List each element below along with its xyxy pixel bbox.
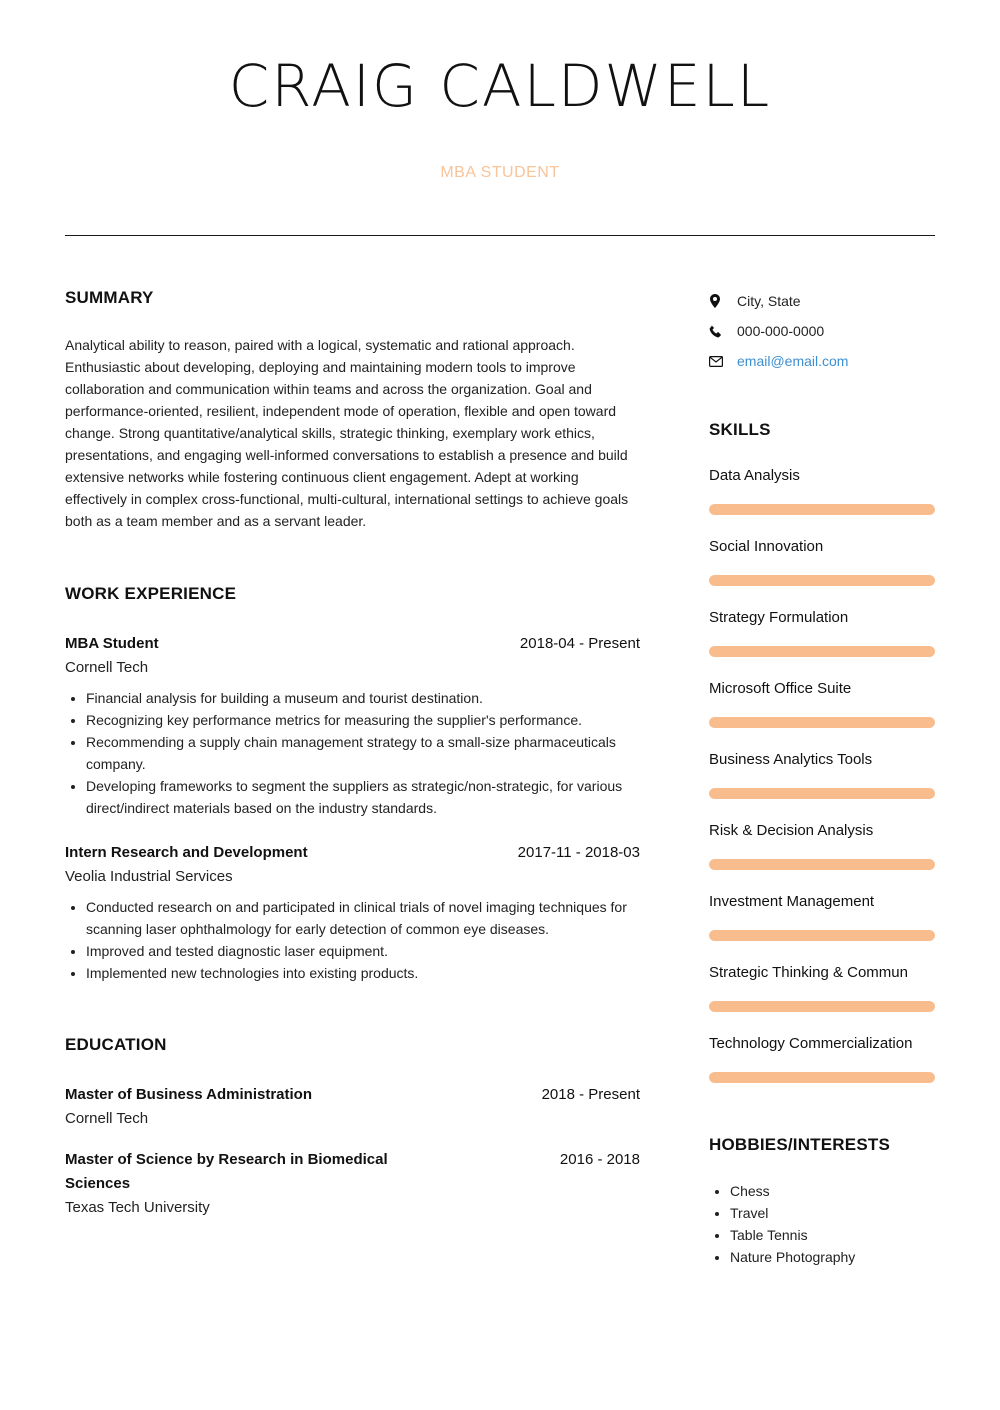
work-entry (65, 632, 640, 819)
hobbies-section (709, 1135, 935, 1268)
job-duty: • Financial analysis for building a museum and tourist destination. (86, 687, 640, 709)
job-title: Intern Research and Development (65, 844, 308, 861)
skill-name: Social Innovation (709, 538, 824, 555)
summary-section (65, 288, 640, 532)
skills-heading: SKILLS (709, 420, 771, 439)
skill-item (709, 750, 935, 799)
hobby-item: • Chess (730, 1180, 935, 1202)
skill-name: Investment Management (709, 893, 875, 910)
skill-level-fill (709, 504, 935, 515)
job-duty: • Implemented new technologies into existing products. (86, 962, 640, 984)
header-divider (65, 235, 935, 236)
skill-name: Data Analysis (709, 467, 800, 484)
skill-item (709, 537, 935, 586)
skill-level-fill (709, 788, 935, 799)
skill-item (709, 466, 935, 515)
resume-header (0, 0, 1000, 236)
job-duty: • Recognizing key performance metrics for measuring the supplier's performance. (86, 709, 640, 731)
skill-level-bar (709, 859, 935, 870)
location-text: City, State (737, 293, 801, 309)
skill-level-bar (709, 646, 935, 657)
job-duties (65, 896, 640, 984)
summary-text: Analytical ability to reason, paired with a logical, systematic and rational approach. Enthusiastic about developing, deploying and maintaining modern tools to improve collaboration and communication within teams and across the organization. Goal and performance-oriented, resilient, independent mode of operation, flexible and open toward change. Strong quantitative/analytical skills, strategic thinking, exemplary work ethics, presentations, and engaging well-informed conversations to establish a presence and build extensive networks while fostering continuous client engagement. Adept at working effectively in complex cross-functional, multi-cultural, international settings to achieve goals both as a team member and as a servant leader. (65, 337, 629, 529)
hobby-item: • Nature Photography (730, 1246, 935, 1268)
skill-level-fill (709, 646, 935, 657)
job-dates: 2018-04 - Present (519, 635, 640, 652)
skill-level-fill (709, 930, 935, 941)
skill-name: Risk & Decision Analysis (709, 822, 874, 839)
degree-dates: 2016 - 2018 (559, 1151, 640, 1168)
sidebar-column (709, 286, 935, 1268)
education-heading: EDUCATION (65, 1035, 167, 1054)
skill-level-bar (709, 930, 935, 941)
skills-section (709, 420, 935, 1083)
skill-level-fill (709, 1072, 935, 1083)
skill-level-fill (709, 575, 935, 586)
skill-item (709, 1034, 935, 1083)
skill-level-bar (709, 1072, 935, 1083)
job-duty: • Recommending a supply chain management strategy to a small-size pharmaceuticals company. (86, 731, 640, 775)
phone-text: 000-000-0000 (737, 323, 825, 339)
skill-level-fill (709, 859, 935, 870)
education-entry (65, 1083, 640, 1131)
employer: Veolia Industrial Services (65, 868, 233, 885)
skill-level-bar (709, 788, 935, 799)
candidate-name: CRAIG CALDWELL (228, 52, 772, 120)
skill-level-fill (709, 1001, 935, 1012)
envelope-icon (709, 356, 737, 367)
school-name: Texas Tech University (65, 1199, 210, 1216)
degree-dates: 2018 - Present (541, 1086, 640, 1103)
contact-phone (709, 316, 935, 346)
summary-heading: SUMMARY (65, 288, 154, 307)
work-experience-heading: WORK EXPERIENCE (65, 584, 237, 603)
email-link[interactable]: email@email.com (737, 353, 849, 369)
phone-icon (709, 325, 737, 338)
degree-title: Master of Science by Research in Biomedical Sciences (65, 1151, 388, 1192)
job-duty: • Developing frameworks to segment the suppliers as strategic/non-strategic, for various direct/indirect materials based on the industry standards. (86, 775, 640, 819)
education-section (65, 1035, 640, 1220)
candidate-role: MBA STUDENT (440, 164, 560, 181)
skills-list (709, 466, 935, 1083)
skill-name: Microsoft Office Suite (709, 680, 852, 697)
main-column (65, 288, 640, 1220)
skill-name: Strategy Formulation (709, 609, 849, 626)
school-name: Cornell Tech (65, 1110, 149, 1127)
skill-item (709, 608, 935, 657)
skill-name: Business Analytics Tools (709, 751, 873, 768)
degree-title: Master of Business Administration (65, 1086, 312, 1103)
hobbies-heading: HOBBIES/INTERESTS (709, 1135, 890, 1154)
skill-level-bar (709, 717, 935, 728)
skill-item (709, 821, 935, 870)
skill-level-fill (709, 717, 935, 728)
skill-level-bar (709, 1001, 935, 1012)
contact-section (709, 286, 935, 376)
contact-location (709, 286, 935, 316)
education-entry (65, 1148, 640, 1220)
skill-item (709, 679, 935, 728)
employer: Cornell Tech (65, 659, 149, 676)
skill-name: Strategic Thinking & Commun (709, 964, 908, 981)
skill-name: Technology Commercialization (709, 1035, 913, 1052)
hobby-item: • Table Tennis (730, 1224, 935, 1246)
hobby-item: • Travel (730, 1202, 935, 1224)
contact-email (709, 346, 935, 376)
job-dates: 2017-11 - 2018-03 (517, 844, 640, 861)
skill-level-bar (709, 575, 935, 586)
job-duty: • Improved and tested diagnostic laser equipment. (86, 940, 640, 962)
skill-level-bar (709, 504, 935, 515)
job-title: MBA Student (65, 635, 159, 652)
job-duty: • Conducted research on and participated in clinical trials of novel imaging techniques for scanning laser ophthalmology for early detection of common eye diseases. (86, 896, 640, 940)
work-entry (65, 841, 640, 984)
hobbies-list (709, 1180, 935, 1268)
skill-item (709, 892, 935, 941)
map-pin-icon (709, 294, 737, 308)
work-experience-section (65, 584, 640, 984)
job-duties (65, 687, 640, 819)
skill-item (709, 963, 935, 1012)
